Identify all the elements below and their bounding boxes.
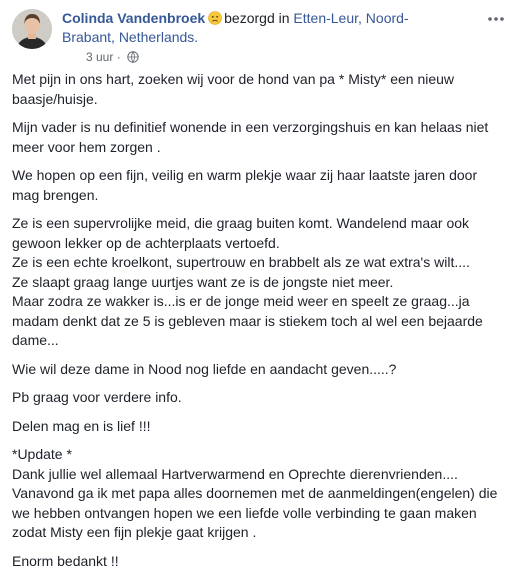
post-meta xyxy=(86,49,139,67)
post-paragraph: Pb graag voor verdere info. xyxy=(12,389,182,405)
worried-face-emoji xyxy=(208,11,222,25)
more-options-icon[interactable] xyxy=(486,12,506,24)
feeling-text: bezorgd in xyxy=(224,10,290,26)
profile-photo xyxy=(12,9,52,49)
author-name[interactable]: Colinda Vandenbroek xyxy=(62,10,206,26)
post-paragraph: Wie wil deze dame in Nood nog liefde en aandacht geven.....? xyxy=(12,360,397,377)
post-title-line xyxy=(62,9,452,47)
post-paragraph: We hopen op een fijn, veilig en warm plekje waar zij haar laatste jaren door mag brengen. xyxy=(12,167,478,203)
avatar[interactable] xyxy=(12,9,52,49)
post-paragraph: Delen mag en is lief !!! xyxy=(12,417,151,434)
post-paragraph: Mijn vader is nu definitief wonende in een verzorgingshuis en kan helaas niet meer voor hem zorgen . xyxy=(12,119,489,155)
post-paragraph: *Update * Dank jullie wel allemaal Hartverwarmend en Oprechte dierenvrienden.... Vanavond ga ik met papa alles doornemen met de aanmeldingen(engelen) die we hebben ontvangen hopen we een liefde volle verbinding te gaan maken zodat Misty een fijn plekje gaat krijgen . xyxy=(12,446,498,540)
timestamp[interactable]: 3 uur xyxy=(86,50,114,64)
post-header xyxy=(0,0,511,70)
globe-icon[interactable] xyxy=(127,51,139,67)
post-paragraph: Enorm bedankt !! xyxy=(12,552,119,569)
post-paragraph: Met pijn in ons hart, zoeken wij voor de hond van pa * Misty* een nieuw baasje/huisje. xyxy=(12,71,455,107)
meta-separator: · xyxy=(116,50,121,64)
post-body xyxy=(12,70,500,580)
post-paragraph: Ze is een supervrolijke meid, die graag buiten komt. Wandelend maar ook gewoon lekker op de achterplaats vertoefd. Ze is een echte kroelkont, supertrouw en brabbelt als ze wat extra's wilt.... Ze slaapt graag lange uurtjes want ze is de jongste niet meer. Maar zodra ze wakker is...is er de jonge meid weer en speelt ze graag...ja madam denkt dat ze 5 is gebleven maar is stiekem toch al wel een bejaarde dame... xyxy=(12,215,483,348)
location-link[interactable]: Etten-Leur, Noord-Brabant, Netherlands. xyxy=(62,10,409,45)
